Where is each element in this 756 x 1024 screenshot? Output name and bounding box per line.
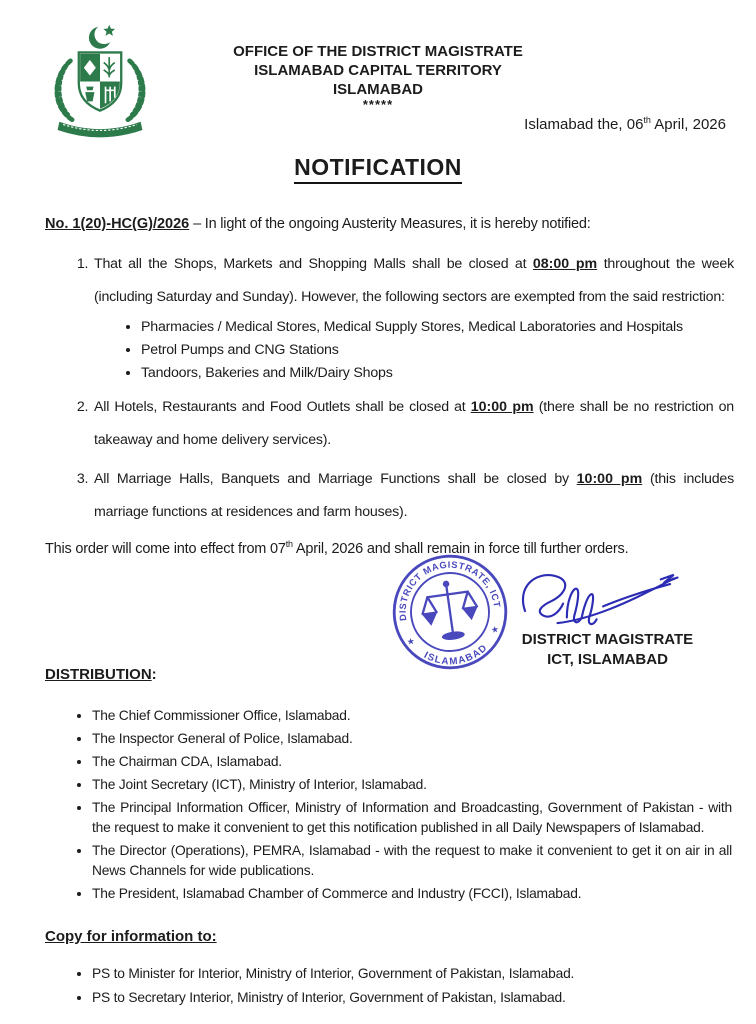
order-3-text-after: (this includes marriage functions at residences and farm houses). — [94, 471, 734, 520]
exemption-item — [141, 362, 734, 385]
distribution-item-text: The Joint Secretary (ICT), Ministry of Interior, Islamabad. — [92, 777, 427, 792]
order-item-1 — [92, 248, 734, 385]
office-name-line3: ISLAMABAD — [333, 81, 423, 98]
distribution-heading-colon: : — [151, 666, 157, 683]
distribution-item — [92, 706, 732, 726]
distribution-item-text: The Chief Commissioner Office, Islamabad. — [92, 708, 351, 723]
distribution-item-text: The President, Islamabad Chamber of Commerce and Industry (FCCI), Islamabad. — [92, 886, 582, 901]
distribution-item-text: The Director (Operations), PEMRA, Islamabad - with the request to make it convenient to get it on air in all News Channels for wide publications. — [92, 843, 732, 878]
order-item-2 — [92, 391, 734, 457]
scales-of-justice-icon — [419, 578, 482, 643]
orders-list — [45, 248, 734, 529]
exemption-text: Pharmacies / Medical Stores, Medical Supply Stores, Medical Laboratories and Hospitals — [141, 319, 683, 335]
effective-text-after: April, 2026 and shall remain in force till further orders. — [292, 541, 629, 557]
exemption-text: Petrol Pumps and CNG Stations — [141, 342, 339, 358]
copy-item — [92, 988, 732, 1008]
reference-text: – In light of the ongoing Austerity Measures, it is hereby notified: — [189, 216, 591, 232]
reference-line — [45, 214, 732, 234]
exemption-text: Tandoors, Bakeries and Milk/Dairy Shops — [141, 365, 393, 381]
date-ordinal: th — [643, 115, 651, 125]
signatory-office: ICT, ISLAMABAD — [547, 651, 668, 668]
order-1-text-after: throughout the week (including Saturday and Sunday). However, the following sectors are exempted from the said restriction: — [94, 256, 735, 305]
copy-item — [92, 964, 732, 984]
office-name-line1: OFFICE OF THE DISTRICT MAGISTRATE — [233, 43, 523, 60]
signatory — [500, 630, 715, 670]
distribution-item — [92, 775, 732, 795]
copy-heading-text: Copy for information to: — [45, 928, 217, 945]
pakistan-emblem-logo — [44, 22, 156, 142]
divider-stars: ***** — [362, 97, 394, 112]
copy-item-text: PS to Minister for Interior, Ministry of Interior, Government of Pakistan, Islamabad. — [92, 966, 575, 981]
effective-text: This order will come into effect from 07 — [45, 541, 286, 557]
distribution-item-text: The Principal Information Officer, Ministry of Information and Broadcasting, Government of Pakistan - with the request to make it convenient to get this notification published in all Daily Newspapers of Islamabad. — [92, 800, 732, 835]
distribution-item — [92, 798, 732, 838]
order-2-time: 10:00 pm — [470, 399, 534, 415]
distribution-item-text: The Chairman CDA, Islamabad. — [92, 754, 282, 769]
distribution-item — [92, 729, 732, 749]
order-2-text: All Hotels, Restaurants and Food Outlets shall be closed at — [94, 399, 471, 415]
stamp-star-left: ★ — [406, 635, 416, 647]
office-name-line2: ISLAMABAD CAPITAL TERRITORY — [254, 62, 502, 79]
stamp-arc-bottom-text: ISLAMABAD — [421, 642, 491, 668]
signature — [512, 566, 684, 630]
copy-for-information-heading — [45, 928, 756, 946]
signatory-title: DISTRICT MAGISTRATE — [521, 631, 694, 648]
order-3-text: All Marriage Halls, Banquets and Marriage Functions shall be closed by — [94, 471, 577, 487]
signature-block — [0, 550, 756, 680]
reference-number: No. 1(20)-HC(G)/2026 — [45, 216, 190, 232]
copy-list — [45, 964, 732, 1008]
distribution-heading-text: DISTRIBUTION — [45, 666, 152, 683]
page-title: NOTIFICATION — [294, 154, 462, 184]
order-2-text-after: (there shall be no restriction on takeaway and home delivery services). — [94, 399, 734, 448]
exemptions-list — [94, 316, 734, 385]
order-1-time: 08:00 pm — [532, 256, 598, 272]
date-text-suffix: April, 2026 — [650, 116, 726, 133]
stamp-star-right: ★ — [490, 624, 500, 635]
copy-item-text: PS to Secretary Interior, Ministry of Interior, Government of Pakistan, Islamabad. — [92, 990, 566, 1005]
distribution-item — [92, 841, 732, 881]
exemption-item — [141, 339, 734, 362]
distribution-heading — [45, 666, 756, 684]
distribution-item — [92, 752, 732, 772]
effective-ordinal: th — [285, 539, 293, 550]
date-text: Islamabad the, 06 — [524, 116, 644, 133]
order-1-text: That all the Shops, Markets and Shopping Malls shall be closed at — [94, 256, 533, 272]
order-3-time: 10:00 pm — [576, 471, 643, 487]
bottom-section — [0, 666, 756, 1012]
stamp-arc-top-text: DISTRICT MAGISTRATE, ICT — [397, 559, 503, 622]
distribution-list — [45, 706, 732, 904]
exemption-item — [141, 316, 734, 339]
distribution-item-text: The Inspector General of Police, Islamabad. — [92, 731, 353, 746]
district-magistrate-stamp — [388, 550, 512, 674]
order-item-3 — [92, 463, 734, 529]
distribution-item — [92, 884, 732, 904]
